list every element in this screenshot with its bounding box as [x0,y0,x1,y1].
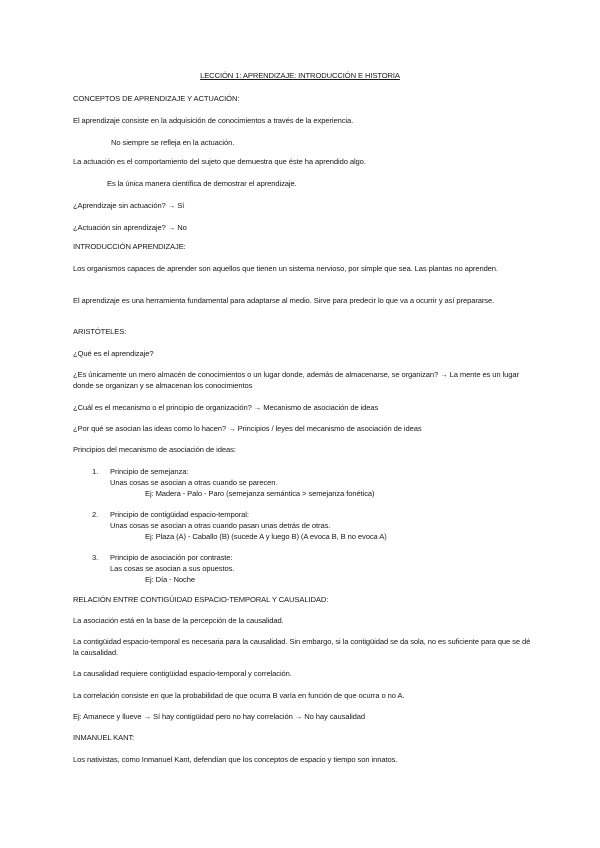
paragraph-herramienta: El aprendizaje es una herramienta fundamental para adaptarse al medio. Sirve para predecir lo que va a ocurrir y así prepararse. [73,296,495,305]
list-item-number: 3. [92,553,99,562]
list-item-heading: Principio de asociación por contraste: [110,553,233,562]
paragraph-note-cientifica: Es la única manera científica de demostrar el aprendizaje. [107,179,297,188]
list-item-example: Ej: Día - Noche [145,575,195,584]
section-heading-introduccion: INTRODUCCIÓN APRENDIZAJE: [73,242,186,251]
paragraph-correlacion-def: La correlación consiste en que la probabilidad de que ocurra B varía en función de que ocurra o no A. [73,691,405,700]
paragraph-note-actuacion: No siempre se refleja en la actuación. [111,138,235,147]
question-mecanismo: ¿Cuál es el mecanismo o el principio de organización? → Mecanismo de asociación de ideas [73,403,379,412]
question-por-que-asocian: ¿Por qué se asocian las ideas como lo hacen? → Principios / leyes del mecanismo de asociación de ideas [73,424,422,433]
document-title: LECCIÓN 1: APRENDIZAJE: INTRODUCCIÓN E HISTORIA [200,71,400,80]
list-item-text: Unas cosas se asocian a otras cuando se parecen. [110,478,278,487]
section-heading-relacion: RELACIÓN ENTRE CONTIGÜIDAD ESPACIO-TEMPORAL Y CAUSALIDAD: [73,595,329,604]
paragraph-nativistas: Los nativistas, como Inmanuel Kant, defendían que los conceptos de espacio y tiempo son innatos. [73,755,398,764]
paragraph-contiguidad-necesaria: La contigüidad espacio-temporal es necesaria para la causalidad. Sin embargo, si la contigüidad se da sola, no es suficiente para que se dé la causalidad. [73,637,531,657]
list-item-text: Las cosas se asocian a sus opuestos. [110,564,235,573]
paragraph-ejemplo-amanece: Ej: Amanece y llueve → Sí hay contigüidad pero no hay correlación → No hay causalidad [73,712,366,721]
paragraph-organismos: Los organismos capaces de aprender son aquellos que tienen un sistema nervioso, por simple que sea. Las plantas no aprenden. [73,264,498,273]
list-item-heading: Principio de contigüidad espacio-temporal: [110,510,249,519]
list-item-example: Ej: Plaza (A) - Caballo (B) (sucede A y luego B) (A evoca B, B no evoca A) [145,532,387,541]
list-item-text: Unas cosas se asocian a otras cuando pasan unas detrás de otras. [110,521,331,530]
paragraph-almacen: ¿Es únicamente un mero almacén de conocimientos o un lugar donde, además de almacenarse, se organizan? → La mente es un lugar donde se organizan y se almacenan los conocimientos [73,370,519,390]
question-actuacion-sin-aprendizaje: ¿Actuación sin aprendizaje? → No [73,223,187,232]
paragraph-aprendizaje-def: El aprendizaje consiste en la adquisición de conocimientos a través de la experiencia. [73,116,354,125]
question-aprendizaje-sin-actuacion: ¿Aprendizaje sin actuación? → Sí [73,201,185,210]
section-heading-kant: INMANUEL KANT: [73,733,135,742]
question-que-es-aprendizaje: ¿Qué es el aprendizaje? [73,349,154,358]
section-heading-aristoteles: ARISTÓTELES: [73,327,127,336]
list-item-number: 2. [92,510,99,519]
section-heading-concepts: CONCEPTOS DE APRENDIZAJE Y ACTUACIÓN: [73,94,240,103]
paragraph-causalidad-requiere: La causalidad requiere contigüidad espacio-temporal y correlación. [73,669,292,678]
list-item-heading: Principio de semejanza: [110,467,189,476]
paragraph-asociacion-base: La asociación está en la base de la percepción de la causalidad. [73,616,284,625]
list-item-number: 1. [92,467,99,476]
paragraph-actuacion-def: La actuación es el comportamiento del sujeto que demuestra que éste ha aprendido algo. [73,157,366,166]
paragraph-principios-intro: Principios del mecanismo de asociación de ideas: [73,445,236,454]
list-item-example: Ej: Madera - Palo - Paro (semejanza semántica > semejanza fonética) [145,489,375,498]
